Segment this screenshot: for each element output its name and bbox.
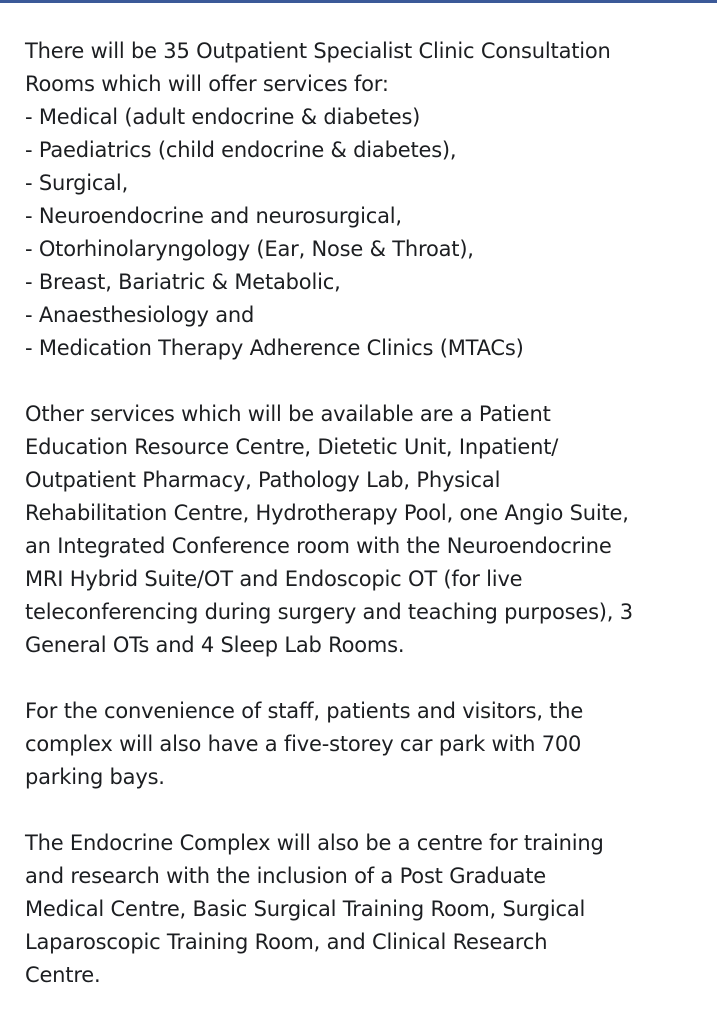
paragraph-clinic-services: There will be 35 Outpatient Specialist Clinic Consultation Rooms which will offer services for: - Medical (adult endocrine & diabetes) - Paediatrics (child endocrine & diabetes), - Surgical, - Neuroendocrine and neurosurgical, - Otorhinolaryngology (Ear, Nose & Throat), - Breast, Bariatric & Metabolic, - Anaesthesiology and - Medication Therapy Adherence Clinics (MTACs) xyxy=(25,39,611,360)
post-text xyxy=(25,35,705,992)
paragraph-gap xyxy=(25,794,705,827)
paragraph-other-services: Other services which will be available are a Patient Education Resource Centre, Dietetic Unit, Inpatient/ Outpatient Pharmacy, Pathology Lab, Physical Rehabilitation Centre, Hydrotherapy Pool, one Angio Suite, an Integrated Conference room with the Neuroendocrine MRI Hybrid Suite/OT and Endoscopic OT (for live teleconferencing during surgery and teaching purposes), 3 General OTs and 4 Sleep Lab Rooms. xyxy=(25,402,633,657)
paragraph-training-research: The Endocrine Complex will also be a centre for training and research with the inclusion of a Post Graduate Medical Centre, Basic Surgical Training Room, Surgical Laparoscopic Training Room, and Clinical Research Centre. xyxy=(25,831,604,987)
paragraph-car-park: For the convenience of staff, patients and visitors, the complex will also have a five-storey car park with 700 parking bays. xyxy=(25,699,584,789)
top-accent-bar xyxy=(0,0,717,3)
paragraph-gap xyxy=(25,662,705,695)
paragraph-gap xyxy=(25,365,705,398)
